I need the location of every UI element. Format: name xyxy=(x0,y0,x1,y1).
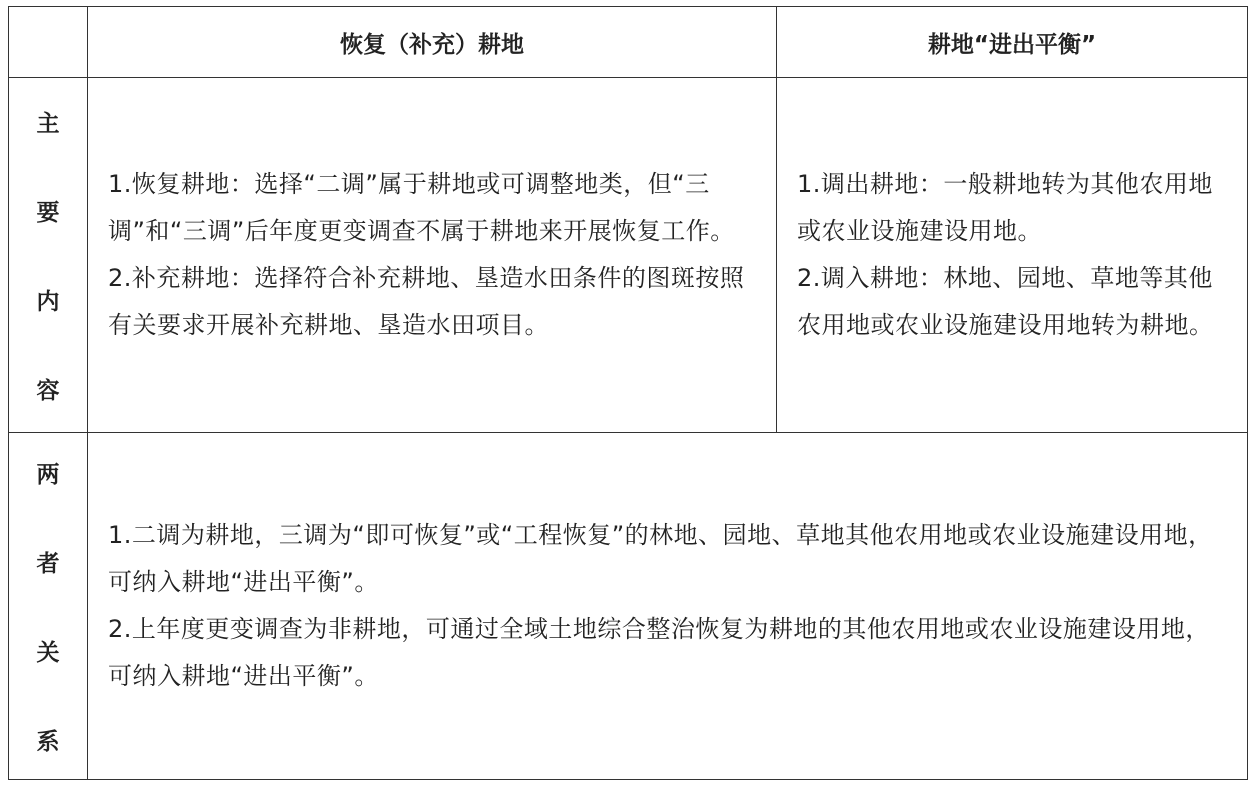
header-row xyxy=(9,7,1248,78)
restore-item-1: 1.恢复耕地：选择“二调”属于耕地或可调整地类，但“三调”和“三调”后年度更变调查不属于耕地来开展恢复工作。 xyxy=(108,170,735,245)
main-content-row xyxy=(9,78,1248,433)
relation-item-1: 1.二调为耕地，三调为“即可恢复”或“工程恢复”的林地、园地、草地其他农用地或农业设施建设用地，可纳入耕地“进出平衡”。 xyxy=(108,521,1213,596)
balance-item-2: 2.调入耕地：林地、园地、草地等其他农用地或农业设施建设用地转为耕地。 xyxy=(797,264,1214,339)
corner-cell xyxy=(9,7,88,78)
label-char: 内 xyxy=(36,289,60,315)
label-char: 系 xyxy=(36,729,60,755)
label-char: 要 xyxy=(36,200,60,226)
relation-row xyxy=(9,433,1248,780)
label-char: 主 xyxy=(36,111,60,137)
balance-item-1: 1.调出耕地：一般耕地转为其他农用地或农业设施建设用地。 xyxy=(797,170,1213,245)
relation-item-2: 2.上年度更变调查为非耕地，可通过全域土地综合整治恢复为耕地的其他农用地或农业设施建设用地，可纳入耕地“进出平衡”。 xyxy=(108,615,1210,690)
row-label-relation xyxy=(9,433,88,780)
header-farmland-balance: 耕地“进出平衡” xyxy=(777,7,1248,78)
header-restore-farmland: 恢复（补充）耕地 xyxy=(88,7,777,78)
label-char: 者 xyxy=(36,551,60,577)
row-label-main-content xyxy=(9,78,88,433)
restore-content-cell xyxy=(88,78,777,433)
restore-item-2: 2.补充耕地：选择符合补充耕地、垦造水田条件的图斑按照有关要求开展补充耕地、垦造水田项目。 xyxy=(108,264,745,339)
comparison-table xyxy=(8,6,1248,780)
balance-content-cell xyxy=(777,78,1248,433)
relation-content-cell xyxy=(88,433,1248,780)
label-char: 两 xyxy=(36,462,60,488)
label-char: 关 xyxy=(36,640,60,666)
label-char: 容 xyxy=(36,378,60,404)
